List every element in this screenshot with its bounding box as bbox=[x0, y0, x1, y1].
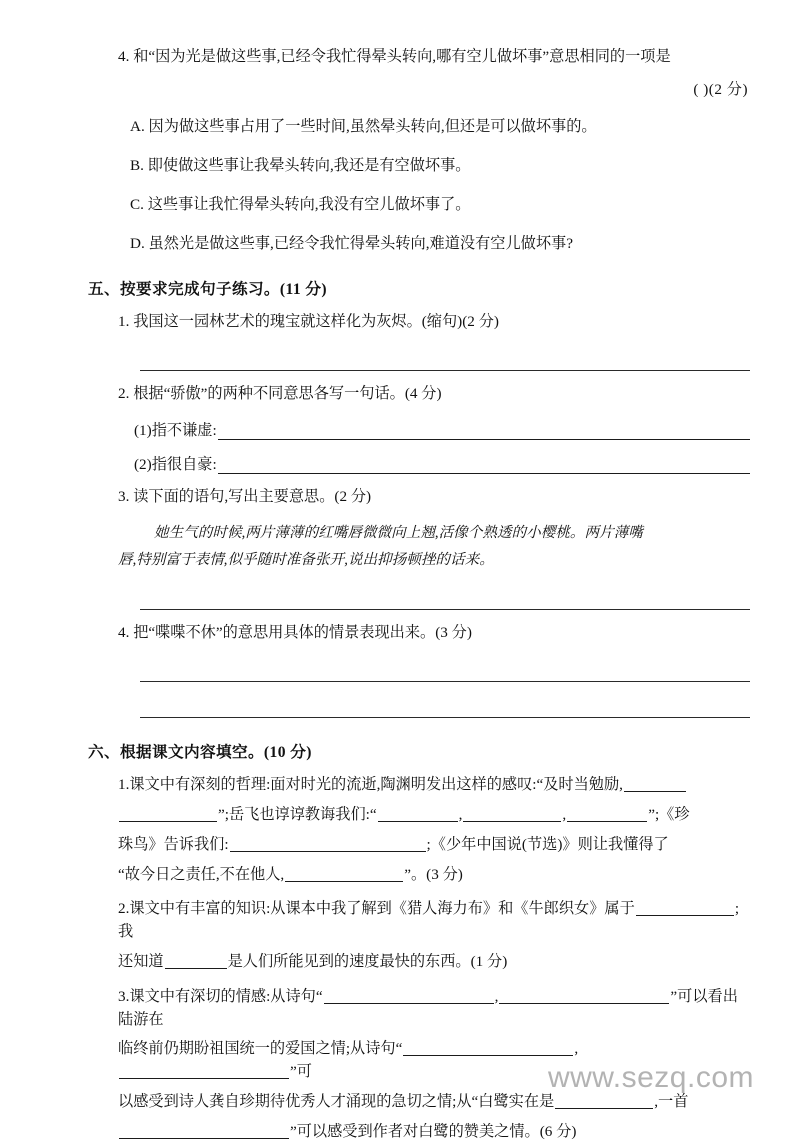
question-4-number: 4. bbox=[118, 48, 130, 65]
excerpt-line-2: 唇,特别富于表情,似乎随时准备张开,说出抑扬顿挫的话来。 bbox=[118, 551, 494, 568]
section-6-q2-blank-2[interactable] bbox=[165, 954, 227, 969]
section-5-q3-number: 3. bbox=[118, 487, 130, 505]
section-6-q3-blank-6[interactable] bbox=[119, 1124, 289, 1139]
section-6-q3-blank-5[interactable] bbox=[555, 1094, 653, 1109]
question-4-option-c[interactable]: C. 这些事让我忙得晕头转向,我没有空儿做坏事了。 bbox=[130, 195, 471, 213]
section-6-q1-line-3 bbox=[118, 834, 750, 857]
section-6-q1-line4-text-b: ”。(3 分) bbox=[404, 865, 463, 883]
section-6-q1-line1-text: 课文中有深刻的哲理:面对时光的流逝,陶渊明发出这样的感叹:“及时当勉励, bbox=[129, 776, 623, 794]
section-5-question-3 bbox=[118, 486, 750, 509]
section-6-q1-line2-text-c: , bbox=[562, 806, 567, 823]
section-6-question-3 bbox=[118, 986, 750, 1032]
section-6-q3-line4-text-a: ”可以感受到作者对白鹭的赞美之情。(6 分) bbox=[290, 1122, 577, 1140]
watermark: www.sezq.com bbox=[547, 1061, 754, 1094]
section-5-question-4 bbox=[118, 622, 750, 645]
section-6-q1-line2-text-b: , bbox=[458, 806, 463, 823]
section-6-q3-line1-text-b: , bbox=[494, 987, 499, 1005]
section-5-q2-item-1 bbox=[134, 419, 750, 440]
section-6-q1-number: 1. bbox=[118, 776, 130, 794]
section-5-q3-text: 读下面的语句,写出主要意思。(2 分) bbox=[133, 487, 372, 505]
question-4-option-a[interactable]: A. 因为做这些事占用了一些时间,虽然晕头转向,但还是可以做坏事的。 bbox=[130, 117, 597, 135]
section-6-q2-line1-text-b: ;我 bbox=[118, 900, 740, 941]
section-6-q3-line2-text-b: , bbox=[574, 1040, 579, 1058]
section-6-q1-blank-6[interactable] bbox=[230, 837, 426, 852]
section-5-q2-item-1-answer-line[interactable] bbox=[218, 424, 750, 440]
section-5-q4-answer-line-2[interactable] bbox=[140, 717, 750, 718]
section-6-q1-line3-text-a: 珠鸟》告诉我们: bbox=[118, 835, 229, 853]
section-6-q2-line2-text-b: 是人们所能见到的速度最快的东西。(1 分) bbox=[227, 952, 508, 970]
section-6-q1-line3-text-b: ;《少年中国说(节选)》则让我懂得了 bbox=[426, 835, 669, 853]
section-6-q1-line-2 bbox=[118, 804, 750, 827]
section-6-q1-blank-2[interactable] bbox=[119, 807, 217, 822]
page-content bbox=[88, 46, 750, 1144]
section-5-heading: 五、按要求完成句子练习。(11 分) bbox=[88, 280, 327, 298]
section-6-question-1 bbox=[118, 774, 750, 797]
section-5-q1-text: 我国这一园林艺术的瑰宝就这样化为灰烬。(缩句)(2 分) bbox=[133, 312, 499, 330]
excerpt-line-1-text: 她生气的时候,两片薄薄的红嘴唇微微向上翘,活像个熟透的小樱桃。两片薄嘴 bbox=[154, 525, 643, 542]
section-5-q2-item-2-label: (2)指很自豪: bbox=[134, 455, 217, 473]
section-5-question-2 bbox=[118, 383, 750, 406]
question-4-option-b[interactable]: B. 即使做这些事让我晕头转向,我还是有空做坏事。 bbox=[130, 156, 471, 174]
question-4 bbox=[118, 46, 750, 69]
section-6-question-2 bbox=[118, 898, 750, 944]
section-6-q2-line1-text-a: 课文中有丰富的知识:从课本中我了解到《猎人海力布》和《牛郎织女》属于 bbox=[129, 900, 635, 918]
excerpt-line-1 bbox=[118, 520, 750, 547]
question-4-option-d[interactable]: D. 虽然光是做这些事,已经令我忙得晕头转向,难道没有空儿做坏事? bbox=[130, 234, 573, 252]
section-6-q3-line1-text-a: 课文中有深切的情感:从诗句“ bbox=[129, 987, 323, 1005]
section-5-q3-excerpt bbox=[118, 520, 750, 573]
section-6-q1-blank-4[interactable] bbox=[463, 807, 561, 822]
section-6-q1-line-4 bbox=[118, 864, 750, 887]
section-5-q4-text: 把“喋喋不休”的意思用具体的情景表现出来。(3 分) bbox=[133, 624, 472, 642]
section-5-q2-item-2 bbox=[134, 453, 750, 474]
section-6-q3-line2-text-c: ”可 bbox=[290, 1063, 312, 1081]
section-5-question-1 bbox=[118, 311, 750, 334]
section-6-q3-blank-3[interactable] bbox=[403, 1041, 573, 1056]
section-6-q1-line4-text-a: “故今日之责任,不在他人, bbox=[118, 865, 285, 883]
section-6-q3-line3-text-b: ,一首 bbox=[654, 1092, 689, 1110]
section-6-q1-line2-text-a: ”;岳飞也谆谆教诲我们:“ bbox=[218, 806, 377, 823]
section-6-q1-blank-3[interactable] bbox=[378, 807, 458, 822]
question-4-answer-marker[interactable]: ( )(2 分) bbox=[693, 80, 748, 98]
section-5-q2-text: 根据“骄傲”的两种不同意思各写一句话。(4 分) bbox=[133, 384, 442, 402]
section-6-q1-blank-1[interactable] bbox=[624, 777, 686, 792]
section-5-q1-number: 1. bbox=[118, 312, 130, 330]
section-6-q3-line-4 bbox=[118, 1121, 750, 1144]
section-5-q3-answer-line[interactable] bbox=[140, 609, 750, 610]
section-6-q3-blank-4[interactable] bbox=[119, 1064, 289, 1079]
section-6-q2-line-2 bbox=[118, 951, 750, 974]
section-6-q1-line2-text-d: ”;《珍 bbox=[648, 806, 690, 823]
section-6-q3-blank-2[interactable] bbox=[499, 989, 669, 1004]
section-6-q3-line1-text-c: ”可以看出陆游在 bbox=[118, 987, 738, 1028]
section-6-q2-line2-text-a: 还知道 bbox=[118, 952, 164, 970]
section-6-q3-number: 3. bbox=[118, 987, 130, 1005]
section-5-q4-answer-line-1[interactable] bbox=[140, 681, 750, 682]
section-5-q2-item-1-label: (1)指不谦虚: bbox=[134, 421, 217, 439]
section-6-q1-blank-7[interactable] bbox=[285, 867, 403, 882]
section-6-heading: 六、根据课文内容填空。(10 分) bbox=[88, 744, 312, 762]
section-6-q2-blank-1[interactable] bbox=[636, 901, 734, 916]
section-5-q2-number: 2. bbox=[118, 384, 130, 402]
section-6-q3-blank-1[interactable] bbox=[324, 989, 494, 1004]
section-5-q4-number: 4. bbox=[118, 624, 130, 642]
section-6-q2-number: 2. bbox=[118, 900, 130, 918]
section-5-q1-answer-line[interactable] bbox=[140, 370, 750, 371]
section-6-q3-line3-text-a: 以感受到诗人龚自珍期待优秀人才涌现的急切之情;从“白鹭实在是 bbox=[118, 1092, 555, 1110]
question-4-stem: 和“因为光是做这些事,已经令我忙得晕头转向,哪有空儿做坏事”意思相同的一项是 bbox=[133, 48, 671, 65]
section-6-q3-line2-text-a: 临终前仍期盼祖国统一的爱国之情;从诗句“ bbox=[118, 1040, 403, 1058]
section-6-q1-blank-5[interactable] bbox=[567, 807, 647, 822]
section-5-q2-item-2-answer-line[interactable] bbox=[218, 458, 750, 474]
